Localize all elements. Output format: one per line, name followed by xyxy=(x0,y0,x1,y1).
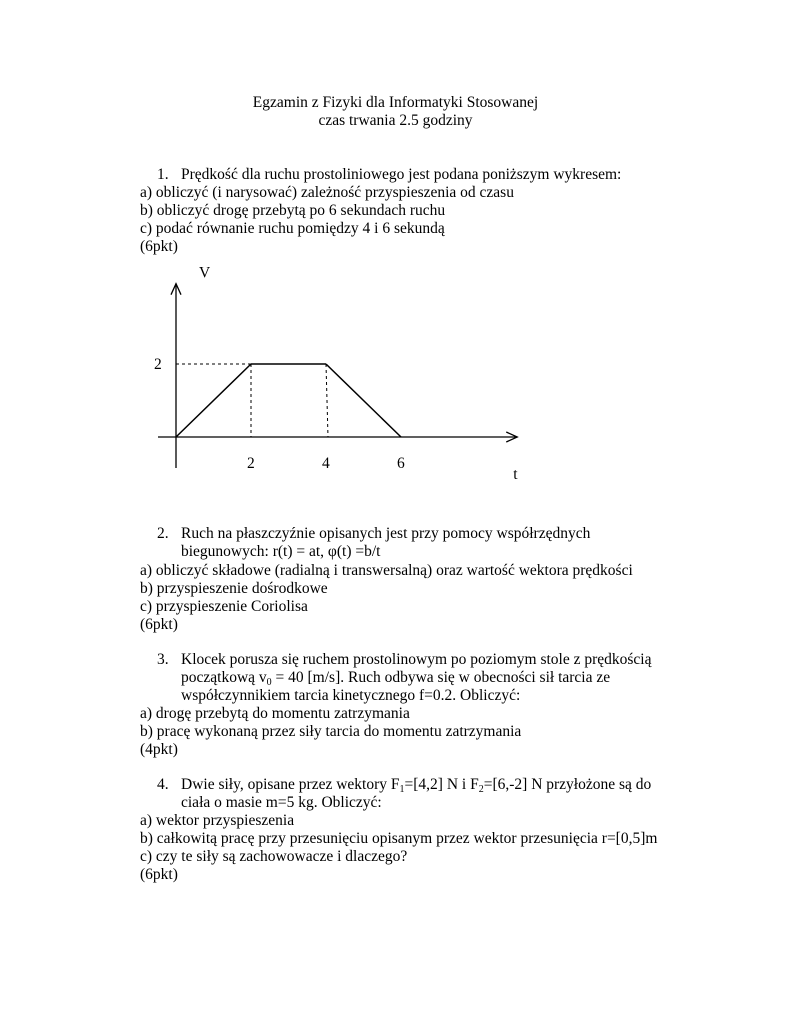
v0-subscript: 0 xyxy=(266,677,272,688)
q1-part-a: a) obliczyć (i narysować) zależność przyspieszenia od czasu xyxy=(140,184,514,201)
q1-text: Prędkość dla ruchu prostoliniowego jest podana poniższym wykresem: xyxy=(181,166,622,183)
q4-line1-a: Dwie siły, opisane przez wektory F xyxy=(181,776,400,793)
x-tick-label-2: 2 xyxy=(247,455,255,472)
q4-points: (6pkt) xyxy=(140,866,178,883)
q2-line2 xyxy=(181,543,380,561)
q2-line2-pre: biegunowych: r(t) = at, xyxy=(181,543,328,560)
y-tick-label-2: 2 xyxy=(154,356,162,373)
velocity-segment-3 xyxy=(326,364,401,437)
q3-number: 3. xyxy=(157,651,169,668)
q4-line2: ciała o masie m=5 kg. Obliczyć: xyxy=(181,794,382,811)
v-axis-arrow xyxy=(171,284,181,295)
guide-t4-vertical xyxy=(326,364,328,437)
f2-subscript: 2 xyxy=(478,784,484,795)
q2-line1: Ruch na płaszczyźnie opisanych jest przy pomocy współrzędnych xyxy=(181,525,591,542)
q2-part-a: a) obliczyć składowe (radialną i transwersalną) oraz wartość wektora prędkości xyxy=(140,562,633,579)
q3-part-b: b) pracę wykonaną przez siły tarcia do momentu zatrzymania xyxy=(140,723,522,740)
q2-points: (6pkt) xyxy=(140,616,178,633)
q4-line1-c: =[6,-2] N przyłożone są do xyxy=(483,776,652,793)
q4-line1-b: =[4,2] N i F xyxy=(404,776,479,793)
q3-line1: Klocek porusza się ruchem prostolinowym po poziomym stole z prędkością xyxy=(181,651,652,668)
q4-part-b: b) całkowitą pracę przy przesunięciu opisanym przez wektor przesunięcia r=[0,5]m xyxy=(140,830,658,847)
q3-part-a: a) drogę przebytą do momentu zatrzymania xyxy=(140,705,410,722)
q1-part-b: b) obliczyć drogę przebytą po 6 sekundach ruchu xyxy=(140,202,446,219)
t-axis-label: t xyxy=(513,466,518,483)
q2-line2-post: (t) =b/t xyxy=(336,543,381,560)
x-tick-label-6: 6 xyxy=(397,455,405,472)
f1-subscript: 1 xyxy=(399,784,405,795)
t-axis-arrow xyxy=(506,432,517,442)
q2-number: 2. xyxy=(157,525,169,542)
phi-symbol: φ xyxy=(327,543,337,560)
q3-line2 xyxy=(181,669,610,687)
v-axis-label: V xyxy=(199,264,211,282)
q2-part-c: c) przyspieszenie Coriolisa xyxy=(140,598,308,615)
q4-line1 xyxy=(181,776,651,794)
q4-part-a: a) wektor przyspieszenia xyxy=(140,812,295,829)
q1-part-c: c) podać równanie ruchu pomiędzy 4 i 6 sekundą xyxy=(140,220,445,237)
q4-number: 4. xyxy=(157,776,169,793)
x-tick-label-4: 4 xyxy=(322,455,330,472)
q3-line2-pre: początkową v xyxy=(181,669,267,686)
q3-points: (4pkt) xyxy=(140,741,178,758)
q1-points: (6pkt) xyxy=(140,238,178,255)
q2-part-b: b) przyspieszenie dośrodkowe xyxy=(140,580,328,597)
velocity-segment-1 xyxy=(176,364,251,437)
exam-title: Egzamin z Fizyki dla Informatyki Stosowanej xyxy=(252,94,539,111)
q1-number: 1. xyxy=(157,166,169,183)
q4-part-c: c) czy te siły są zachowowacze i dlaczego? xyxy=(140,848,408,865)
exam-duration: czas trwania 2.5 godziny xyxy=(318,112,473,129)
q3-line3: współczynnikiem tarcia kinetycznego f=0.2. Obliczyć: xyxy=(181,687,521,704)
q3-line2-post: = 40 [m/s]. Ruch odbywa się w obecności sił tarcia ze xyxy=(271,669,611,686)
